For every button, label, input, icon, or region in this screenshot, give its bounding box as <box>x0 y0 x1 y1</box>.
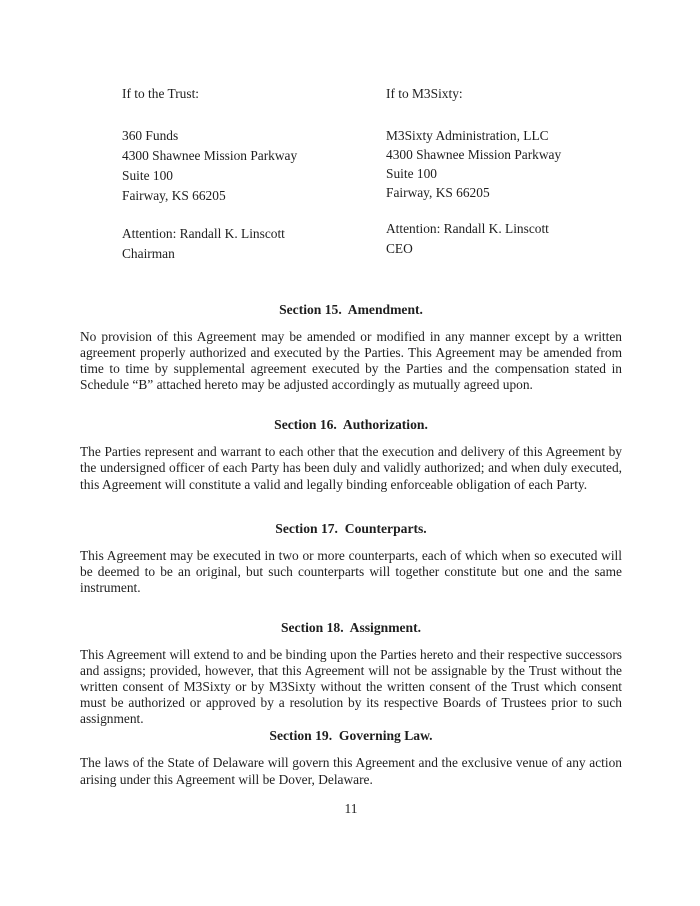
address-line: Fairway, KS 66205 <box>122 188 226 203</box>
notice-label-m3sixty: If to M3Sixty: <box>386 86 463 101</box>
attention-block-m3sixty <box>386 219 561 259</box>
section-heading: Section 19. Governing Law. <box>269 728 433 744</box>
attention-block-trust <box>122 224 386 264</box>
page-number: 11 <box>344 800 358 816</box>
address-line: Fairway, KS 66205 <box>386 185 490 200</box>
address-trust <box>122 126 386 206</box>
notice-column-m3sixty <box>386 84 561 264</box>
section-body: The laws of the State of Delaware will govern this Agreement and the exclusive venue of any action arising under this Agreement will be Dover, Delaware. <box>80 755 622 787</box>
section-body: This Agreement will extend to and be binding upon the Parties hereto and their respective successors and assigns; provided, however, that this Agreement will not be assignable by the Trust without the written consent of M3Sixty or by M3Sixty without the written consent of the Trust which consent must be authorized or approved by a resolution by its respective Boards of Trustees prior to such assignment. <box>80 646 622 727</box>
address-line: 4300 Shawnee Mission Parkway <box>122 148 298 163</box>
notice-column-trust <box>122 84 386 264</box>
attention-title: CEO <box>386 241 413 256</box>
address-line: Suite 100 <box>386 166 437 181</box>
section-heading: Section 18. Assignment. <box>280 619 422 635</box>
address-line: 360 Funds <box>122 128 179 143</box>
attention-line: Attention: Randall K. Linscott <box>122 226 285 241</box>
section-heading: Section 15. Amendment. <box>279 302 423 317</box>
section-heading: Section 17. Counterparts. <box>275 520 427 536</box>
section-19-governing-law <box>80 727 622 787</box>
section-body: This Agreement may be executed in two or more counterparts, each of which when so executed will be deemed to be an original, but such counterparts will together constitute but one and the same instrument. <box>80 547 622 595</box>
address-m3sixty <box>386 126 561 202</box>
section-body: The Parties represent and warrant to each other that the execution and delivery of this Agreement by the undersigned officer of each Party has been duly and validly authorized; and when duly executed, this Agreement will constitute a valid and legally binding enforceable obligation of each Party. <box>80 444 622 492</box>
attention-line: Attention: Randall K. Linscott <box>386 221 549 236</box>
section-heading: Section 16. Authorization. <box>274 417 428 433</box>
section-15-amendment <box>80 301 622 393</box>
address-line: M3Sixty Administration, LLC <box>386 128 549 143</box>
section-16-authorization <box>80 416 622 492</box>
section-17-counterparts <box>80 520 622 596</box>
section-18-assignment <box>80 619 622 727</box>
notice-label-trust: If to the Trust: <box>122 86 200 101</box>
address-line: 4300 Shawnee Mission Parkway <box>386 147 562 162</box>
notice-address-block <box>122 84 622 264</box>
address-line: Suite 100 <box>122 168 173 183</box>
attention-title: Chairman <box>122 246 175 261</box>
section-body: No provision of this Agreement may be amended or modified in any manner except by a written agreement properly authorized and executed by the Parties. This Agreement may be amended from time to time by supplemental agreement executed by the Parties and the compensation stated in Schedule “B” attached hereto may be adjusted accordingly as mutually agreed upon. <box>80 329 622 393</box>
